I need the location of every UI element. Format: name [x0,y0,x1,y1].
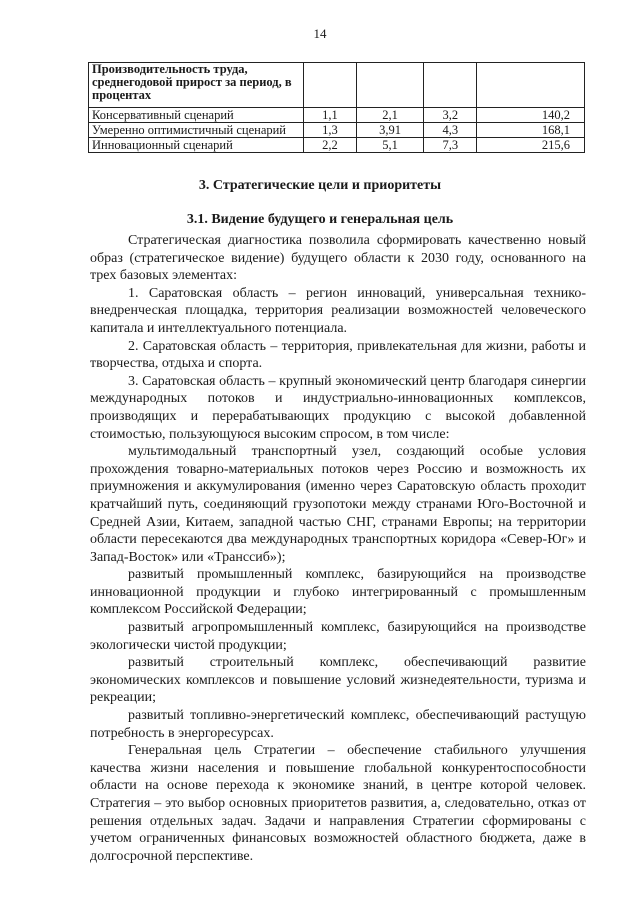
table-row [89,123,585,138]
table-cell [356,63,423,108]
table-cell: 3,91 [356,123,423,138]
table-cell: 1,3 [304,123,357,138]
paragraph: 3. Саратовская область – крупный экономический центр благодаря синергии международных потоков и индустриально-инновационных комплексов, производящих и перерабатывающих продукцию с высокой добавленной стоимостью, пользующуюся высоким спросом, в том числе: [90,373,586,442]
table-cell [304,63,357,108]
table-cell [477,63,585,108]
table-header-label: Производительность труда, среднегодовой прирост за период, в процентах [89,63,304,108]
subsection-title: 3.1. Видение будущего и генеральная цель [186,212,454,227]
row-label: Умеренно оптимистичный сценарий [89,123,304,138]
row-label: Инновационный сценарий [89,138,304,153]
paragraph: развитый промышленный комплекс, базирующийся на производстве инновационной продукции и глубоко интегрированный с промышленным комплексом Российской Федерации; [90,567,586,618]
paragraph: 2. Саратовская область – территория, привлекательная для жизни, работы и творчества, отдыха и спорта. [90,338,586,372]
paragraph: развитый топливно-энергетический комплекс, обеспечивающий растущую потребность в энергоресурсах. [90,708,586,741]
table-cell: 140,2 [477,108,585,123]
table-cell: 2,1 [356,108,423,123]
paragraph: 1. Саратовская область – регион инноваций, универсальная технико-внедренческая площадка, территория реализации возможностей человеческого капитала и интеллектуального потенциала. [90,285,586,336]
table-cell: 3,2 [424,108,477,123]
paragraph: развитый агропромышленный комплекс, базирующийся на производстве экологически чистой продукции; [90,620,586,653]
paragraph: развитый строительный комплекс, обеспечивающий развитие экономических комплексов и повышение условий жизнедеятельности, туризма и рекреации; [90,655,586,706]
table-cell [424,63,477,108]
table-row [89,138,585,153]
paragraph: Стратегическая диагностика позволила сформировать качественно новый образ (стратегическое видение) будущего области к 2030 году, основанного на трех базовых элементах: [90,233,586,284]
table-cell: 168,1 [477,123,585,138]
table-cell: 4,3 [424,123,477,138]
paragraph: Генеральная цель Стратегии – обеспечение стабильного улучшения качества жизни населения и повышение глобальной конкурентоспособности области на основе перехода к экономике знаний, в центре которой человек. Стратегия – это выбор основных приоритетов развития, а, следовательно, отказ от решения отдельных задач. Задачи и направления Стратегии сформированы с учетом ограниченных финансовых возможностей областного бюджета, даже в долгосрочной перспективе. [90,743,586,864]
productivity-table [88,62,585,153]
table-cell: 1,1 [304,108,357,123]
table-cell: 5,1 [356,138,423,153]
table-row [89,108,585,123]
row-label: Консервативный сценарий [89,108,304,123]
page-number: 14 [313,26,327,41]
body-text [90,232,586,865]
section-title: 3. Стратегические цели и приоритеты [198,178,442,193]
paragraph: мультимодальный транспортный узел, создающий особые условия прохождения товарно-материальных потоков через Россию и возможность их приумножения и аккумулирования (именно через Саратовскую область проходит кратчайший путь, соединяющий грузопотоки между странами Юго-Восточной и Средней Азии, Китаем, западной частью СНГ, странами Европы; на территории области пересекаются два международных транспортных коридора «Север-Юг» и Запад-Восток» или «Транссиб»); [90,444,586,565]
table-cell: 7,3 [424,138,477,153]
table-cell: 215,6 [477,138,585,153]
table-cell: 2,2 [304,138,357,153]
table-header-row [89,63,585,108]
